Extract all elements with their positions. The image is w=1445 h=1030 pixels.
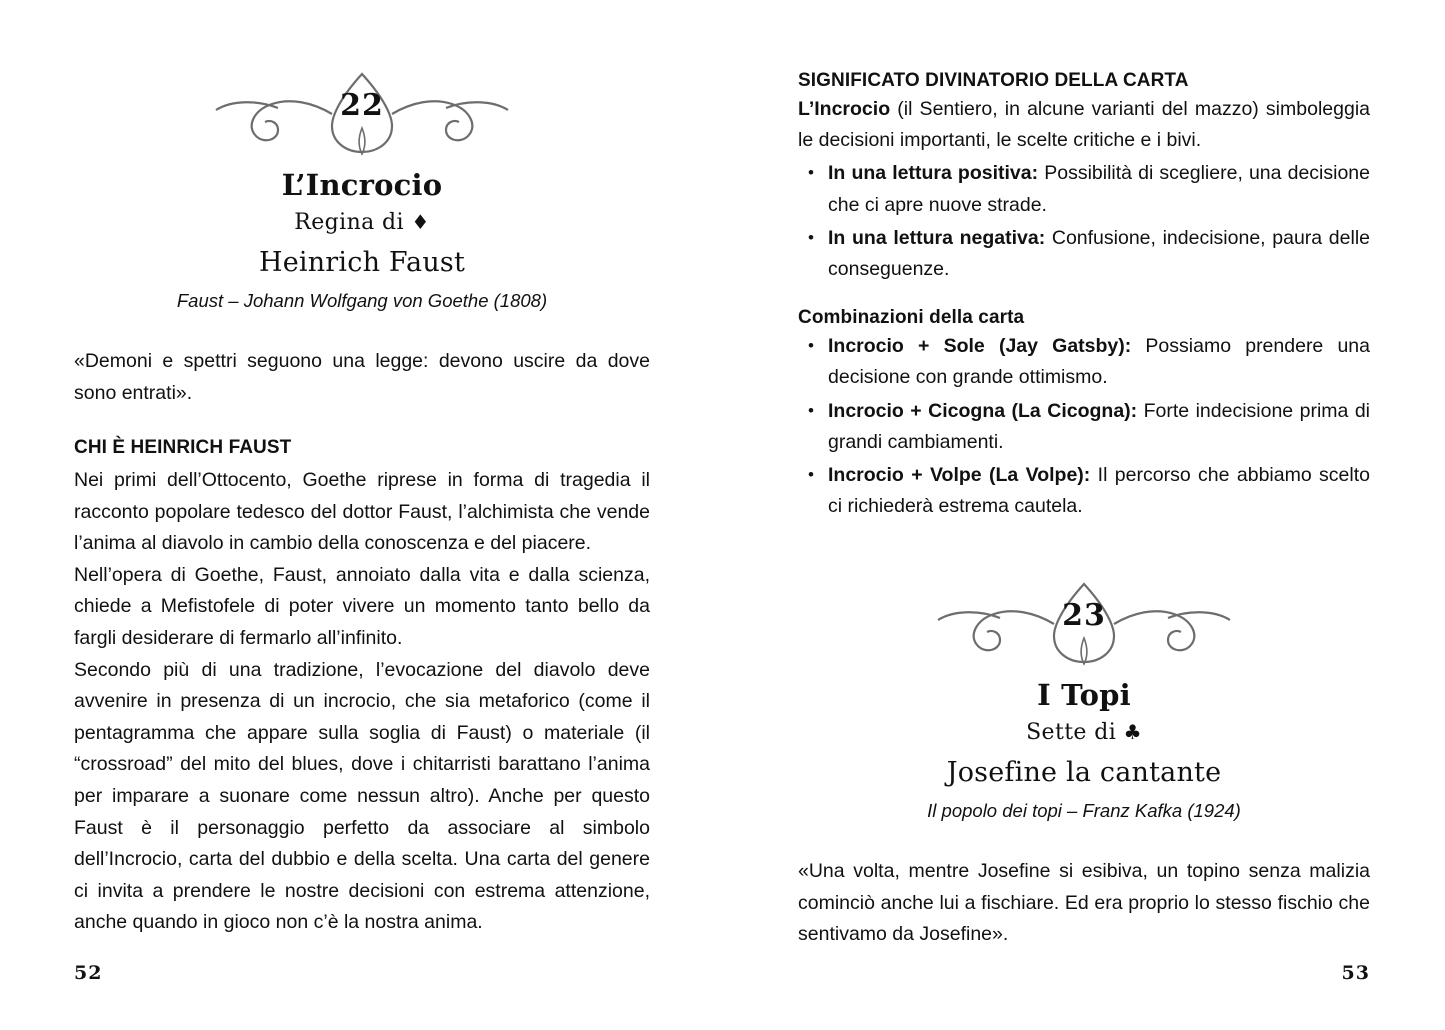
opening-quote: «Una volta, mentre Josefine si esibiva, un topino senza malizia cominciò anche lui a fischiare. Ed era proprio lo stesso fischio che sentivamo da Josefine». [798, 860, 1370, 946]
card-source: Il popolo dei topi – Franz Kafka (1924) [927, 800, 1241, 822]
bullet-label: In una lettura positiva: [828, 162, 1039, 185]
bullet-text: Confusione, indecisione, paura delle conseguenze. [828, 226, 1370, 280]
club-suit-icon: ♣ [1123, 720, 1142, 745]
divinatory-lead-bold: L’Incrocio [798, 98, 891, 120]
paragraph-1: Nei primi dell’Ottocento, Goethe riprese in forma di tragedia il racconto popolare tedesco del dottor Faust, l’alchimista che vende l’anima al diavolo in cambio della conoscenza e del piacere. [74, 469, 650, 555]
list-item [798, 223, 1370, 285]
divinatory-lead-rest: (il Sentiero, in alcune varianti del mazzo) simboleggia le decisioni importanti, le scelte critiche e i bivi. [798, 98, 1370, 152]
spacer [798, 285, 1370, 307]
list-item [798, 158, 1370, 220]
card-rank [798, 720, 1370, 745]
card-character: Heinrich Faust [258, 247, 466, 278]
card-header-22 [74, 70, 650, 312]
ornament-flourish-23 [798, 580, 1370, 672]
paragraph-2: Nell’opera di Goethe, Faust, annoiato dalla vita e dalla scienza, chiede a Mefistofele di poter vivere un momento tanto bello da fargli desiderare di fermarlo all’infinito. [74, 563, 650, 650]
page-number-right: 53 [1341, 962, 1370, 984]
card-rank-label: Regina di [294, 210, 404, 235]
card-rank [74, 210, 650, 235]
ornament-flourish-22 [74, 70, 650, 162]
paragraph-3: Secondo più di una tradizione, l’evocazione del diavolo deve avvenire in presenza di un incrocio, che sia metaforico (come il pentagramma che appare sulla soglia di Faust) o materiale (il “crossroad” del mito del blues, dove i chitarristi barattano l’anima per imparare a suonare come nessun altro). Anche per questo Faust è il personaggio perfetto da associare al simbolo dell’Incrocio, carta del dubbio e della scelta. Una carta del genere ci invita a prendere le nostre decisioni con estrema attenzione, anche quando in gioco non c’è la nostra anima. [74, 658, 650, 934]
bullet-text: Forte indecisione prima di grandi cambiamenti. [828, 399, 1370, 453]
bullet-label: Incrocio + Sole (Jay Gatsby): [828, 335, 1132, 358]
bullet-text: Il percorso che abbiamo scelto ci richiederà estrema cautela. [828, 463, 1371, 518]
diamond-suit-icon: ♦ [411, 210, 430, 234]
right-page [722, 0, 1444, 1030]
card-title: L’Incrocio [281, 168, 443, 202]
bullet-label: In una lettura negativa: [828, 226, 1046, 249]
combinations-list [798, 331, 1370, 522]
card-source: Faust – Johann Wolfgang von Goethe (1808) [176, 290, 548, 311]
card-title: I Topi [1037, 678, 1131, 713]
bullet-label: Incrocio + Cicogna (La Cicogna): [828, 399, 1138, 422]
card-number: 23 [1062, 598, 1106, 634]
card-header-23 [798, 580, 1370, 822]
bullet-label: Incrocio + Volpe (La Volpe): [828, 463, 1091, 486]
opening-quote: «Demoni e spettri seguono una legge: devono uscire da dove sono entrati». [74, 350, 650, 404]
list-item [798, 396, 1370, 458]
section-heading: CHI È HEINRICH FAUST [74, 437, 292, 459]
bullet-text: Possibilità di scegliere, una decisione che ci apre nuove strade. [828, 162, 1371, 216]
card-rank-label: Sette di [1026, 720, 1117, 746]
divinatory-heading: SIGNIFICATO DIVINATORIO DELLA CARTA [798, 70, 1189, 91]
divinatory-lead [798, 94, 1370, 156]
bullet-text: Possiamo prendere una decisione con grande ottimismo. [828, 335, 1370, 389]
divinatory-list [798, 158, 1370, 285]
card-number: 22 [340, 88, 384, 123]
list-item [798, 460, 1370, 522]
combinations-heading: Combinazioni della carta [798, 307, 1025, 329]
list-item [798, 331, 1370, 393]
page-number-left: 52 [74, 962, 103, 984]
card-character: Josefine la cantante [946, 757, 1222, 789]
left-page [0, 0, 722, 1030]
